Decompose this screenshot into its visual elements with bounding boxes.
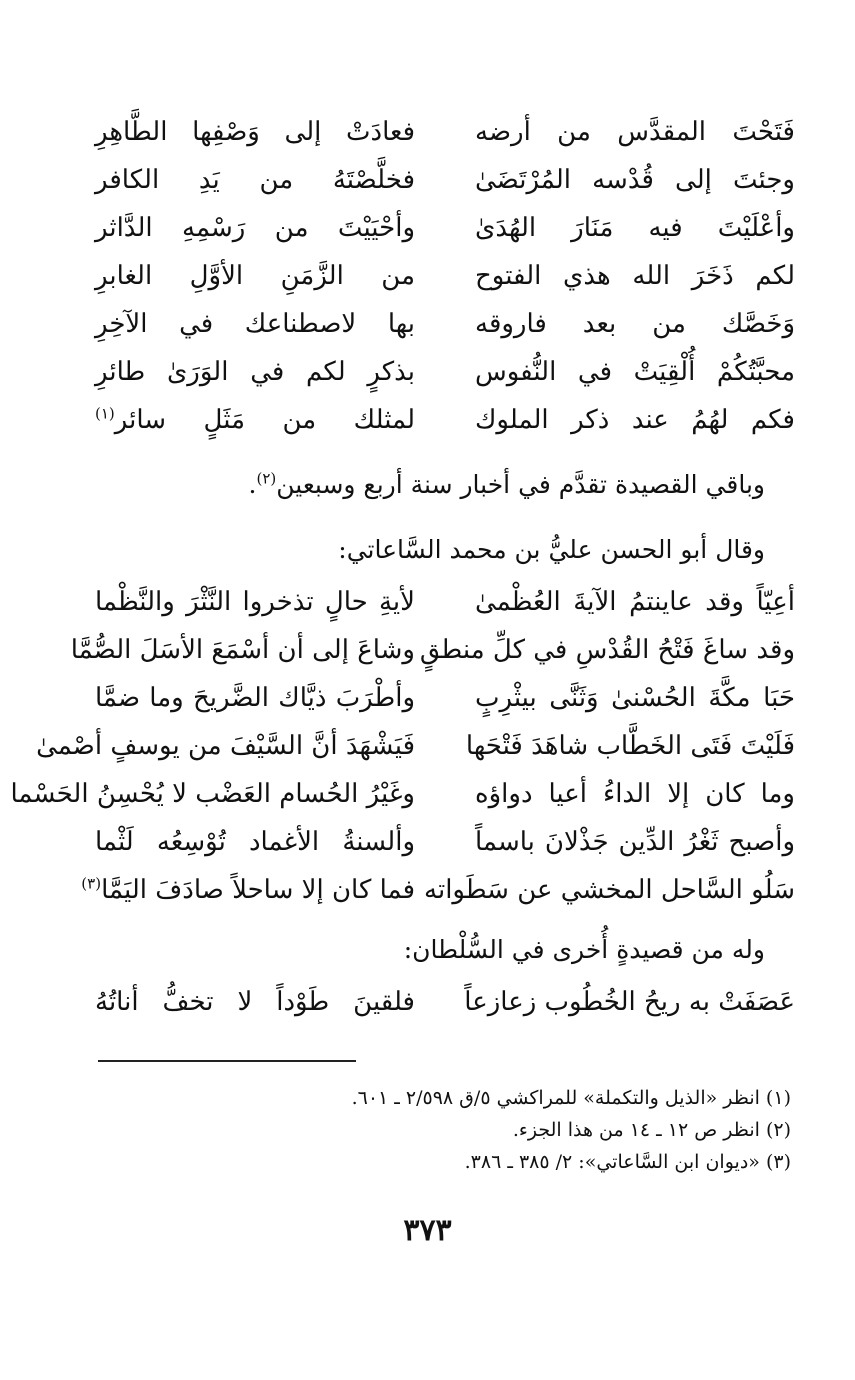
footnote-3: (٣) «ديوان ابن السَّاعاتي»: ٢/ ٣٨٥ ـ ٣٨٦. [464,1151,791,1173]
verse-row [95,678,795,726]
verse-first-hemistich: وأصبح ثَغْرُ الدِّين جَذْلانَ باسماً [475,827,795,857]
prose-line-3: وله من قصيدةٍ أُخرى في السُّلْطان: [403,935,765,964]
hemistich-text: لمثلك من مَثَلٍ سائر [114,405,415,435]
verse-second-hemistich [10,774,415,814]
hemistich-text: فلقينَ طَوْداً لا تخفُّ أناتُهُ [95,987,415,1017]
verse-first-hemistich: محبَّتُكُمْ أُلْقِيَتْ في النُّفوس [475,357,795,387]
footnote-marker: (١) [95,404,115,423]
verse-second-hemistich [95,112,415,152]
prose-tail: . [248,470,257,499]
poem-block-2 [10,582,795,918]
verse-second-hemistich [95,256,415,296]
verse-second-hemistich [36,726,415,766]
verse-row [10,774,795,822]
verse-first-hemistich: عَصَفَتْ به ريحُ الخُطُوب زعازعاً [464,987,795,1017]
footnote-2: (٢) انظر ص ١٢ ـ ١٤ من هذا الجزء. [512,1119,791,1141]
verse-first-hemistich: فَلَيْتَ فَتَى الخَطَّاب شاهَدَ فَتْحَها [465,731,795,761]
verse-row [95,982,795,1030]
verse-first-hemistich: وَخَصَّك من بعد فاروقه [475,309,795,339]
verse-first-hemistich: فَتَحْتَ المقدَّس من أرضه [475,117,795,147]
prose-line-2: وقال أبو الحسن عليُّ بن محمد السَّاعاتي: [338,535,765,564]
verse-first-hemistich: وأعْلَيْتَ فيه مَنَارَ الهُدَىٰ [475,213,795,243]
verse-row [95,352,795,400]
footnote-marker: (٣) [81,874,102,893]
hemistich-text: بها لاصطناعك في الآخِرِ [95,309,415,339]
verse-row [95,304,795,352]
verse-first-hemistich: حَبَا مكَّةَ الحُسْنىٰ وَثَنَّى بيثْرِبٍ [475,683,795,713]
verse-first-hemistich: وما كان إلا الداءُ أعيا دواؤه [475,779,795,809]
verse-row [95,822,795,870]
hemistich-text: وأحْيَيْتَ من رَسْمِهِ الدَّاثر [95,213,415,243]
verse-row [95,208,795,256]
hemistich-text: من الزَّمَنِ الأوَّلِ الغابرِ [95,261,415,291]
hemistich-text: فما كان إلا ساحلاً صادَفَ اليَمَّا [101,875,415,905]
prose-line-1 [85,465,765,505]
footnote-marker: (٢) [256,469,277,488]
verse-second-hemistich [95,582,415,622]
verse-first-hemistich: لكم ذَخَرَ الله هذي الفتوح [475,261,795,291]
verse-row [95,582,795,630]
verse-second-hemistich [95,400,415,440]
verse-second-hemistich [70,630,415,670]
hemistich-text: بذكرٍ لكم في الوَرَىٰ طائرِ [95,357,415,387]
hemistich-text: فَيَشْهَدَ أنَّ السَّيْفَ من يوسفٍ أصْمىٰ [36,731,415,761]
footnote-divider [98,1060,356,1062]
hemistich-text: فخلَّصْتَهُ من يَدِ الكافر [95,165,415,195]
verse-row [81,870,795,918]
verse-first-hemistich: وجئتَ إلى قُدْسه المُرْتَضَىٰ [475,165,795,195]
verse-first-hemistich: وقد ساغَ فَتْحُ القُدْسِ في كلِّ منطقٍ [419,635,795,665]
verse-first-hemistich: أعِيّاً وقد عاينتمُ الآيةَ العُظْمىٰ [475,587,795,617]
hemistich-text: وألسنةُ الأغماد تُوْسِعُه لَثْما [95,827,415,857]
footnote-1: (١) انظر «الذيل والتكملة» للمراكشي ٥/ق ٢/٥٩٨ ـ ٦٠١. [351,1087,791,1109]
verse-second-hemistich [81,870,415,910]
verse-first-hemistich: سَلُو السَّاحل المخشي عن سَطَواته [424,875,795,905]
verse-row [95,256,795,304]
verse-row [36,726,795,774]
verse-second-hemistich [95,208,415,248]
verse-row [95,160,795,208]
verse-row [70,630,795,678]
verse-second-hemistich [95,678,415,718]
page-number: ٣٧٣ [403,1213,452,1248]
hemistich-text: فعادَتْ إلى وَصْفِها الطَّاهِرِ [95,117,415,147]
verse-second-hemistich [95,982,415,1022]
verse-second-hemistich [95,160,415,200]
verse-second-hemistich [95,304,415,344]
footnotes [71,1082,791,1178]
hemistich-text: وشاعَ إلى أن أسْمَعَ الأسَلَ الصُّمَّا [70,635,415,665]
verse-second-hemistich [95,352,415,392]
poem-block-3 [95,982,795,1030]
hemistich-text: وأطْرَبَ ذيَّاك الضَّريحَ وما ضمَّا [95,683,415,713]
hemistich-text: وغَيْرُ الحُسام العَضْب لا يُحْسِنُ الحَسْما [10,779,415,809]
verse-row [95,400,795,448]
verse-first-hemistich: فكم لهُمُ عند ذكر الملوك [475,405,795,435]
verse-row [95,112,795,160]
verse-second-hemistich [95,822,415,862]
prose-text: وباقي القصيدة تقدَّم في أخبار سنة أربع وسبعين [276,470,765,499]
hemistich-text: لأيةِ حالٍ تذخروا النَّثْرَ والنَّظْما [95,587,415,617]
poem-block-1 [95,112,795,448]
